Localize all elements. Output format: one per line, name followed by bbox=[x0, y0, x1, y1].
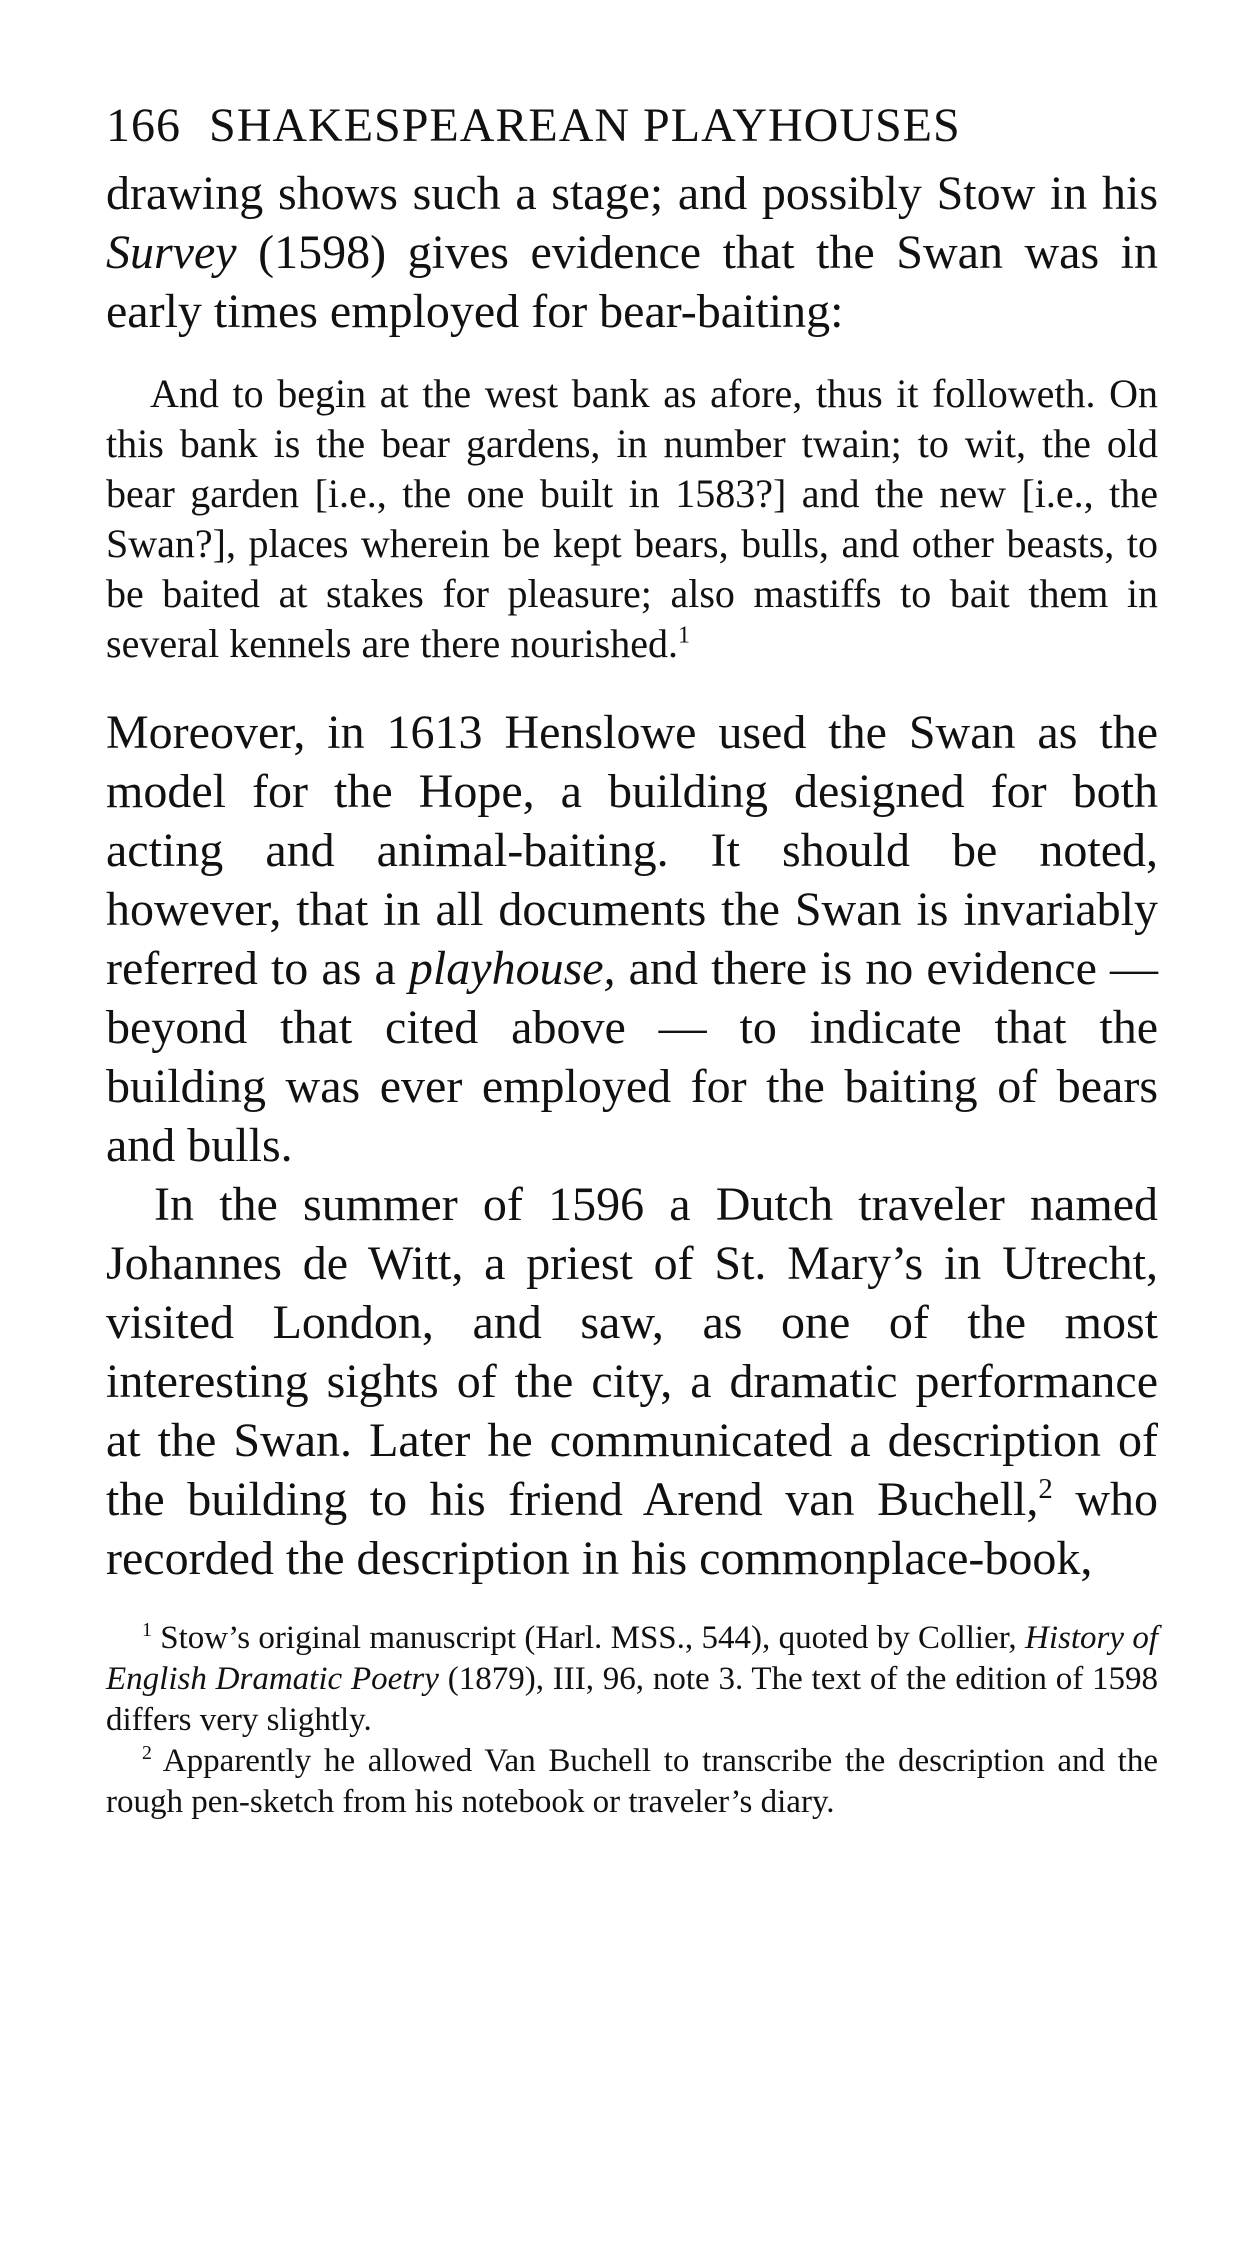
paragraph-2-text-a: Moreover, in 1613 Henslowe used the Swan as the model for the Hope, a building designed for both acting and animal-baiting. It should be noted, however, that in all documents the Swan is invariably referred to as a bbox=[106, 706, 1158, 995]
footnote-1-marker: 1 bbox=[142, 1619, 152, 1641]
paragraph-1-text-a: drawing shows such a stage; and possibly Stow in his bbox=[106, 167, 1158, 220]
footnote-1-text-a: Stow’s original manuscript (Harl. MSS., 544), quoted by Collier, bbox=[151, 1620, 1025, 1656]
running-header bbox=[106, 96, 1158, 156]
paragraph-3-text-b: who recorded the description in his commonplace-book, bbox=[106, 1473, 1158, 1585]
paragraph-1-text-b: (1598) gives evidence that the Swan was in early times employed for bear-baiting: bbox=[106, 226, 1158, 338]
footnotes bbox=[106, 1618, 1158, 1823]
footnote-1-text-b: (1879), III, 96, note 3. The text of the edition of 1598 differs very slightly. bbox=[106, 1661, 1158, 1738]
paragraph-2 bbox=[106, 703, 1158, 1175]
paragraph-2-text-b: and there is no evidence — beyond that cited above — to indicate that the building was ever employed for the baiting of bears and bulls. bbox=[106, 942, 1158, 1172]
playhouse-italic: playhouse, bbox=[408, 942, 616, 995]
footnote-2-text: Apparently he allowed Van Buchell to transcribe the description and the rough pen-sketch from his notebook or traveler’s diary. bbox=[106, 1743, 1158, 1820]
footnote-1-italic-title: History of English Dramatic Poetry bbox=[106, 1620, 1158, 1697]
footnote-2 bbox=[106, 1741, 1158, 1823]
page-number: 166 bbox=[106, 99, 181, 152]
survey-title: Survey bbox=[106, 226, 237, 279]
footnote-1 bbox=[106, 1618, 1158, 1741]
block-quote bbox=[106, 369, 1158, 669]
book-page bbox=[106, 96, 1158, 1823]
footnote-2-marker: 2 bbox=[142, 1742, 152, 1764]
footnote-ref-1[interactable]: 1 bbox=[677, 622, 690, 649]
paragraph-3 bbox=[106, 1175, 1158, 1588]
quote-text: And to begin at the west bank as afore, thus it followeth. On this bank is the bear gardens, in number twain; to wit, the old bear garden [i.e., the one built in 1583?] and the new [i.e., the Swan?], places wherein be kept bears, bulls, and other beasts, to be baited at stakes for pleasure; also mastiffs to bait them in several kennels are there nourished. bbox=[106, 371, 1158, 666]
paragraph-1 bbox=[106, 164, 1158, 341]
running-title: SHAKESPEAREAN PLAYHOUSES bbox=[209, 99, 961, 152]
paragraph-3-text-a: In the summer of 1596 a Dutch traveler named Johannes de Witt, a priest of St. Mary’s in Utrecht, visited London, and saw, as one of the most interesting sights of the city, a dramatic performance at the Swan. Later he communicated a description of the building to his friend Arend van Buchell, bbox=[106, 1178, 1158, 1526]
footnote-ref-2[interactable]: 2 bbox=[1038, 1473, 1053, 1505]
